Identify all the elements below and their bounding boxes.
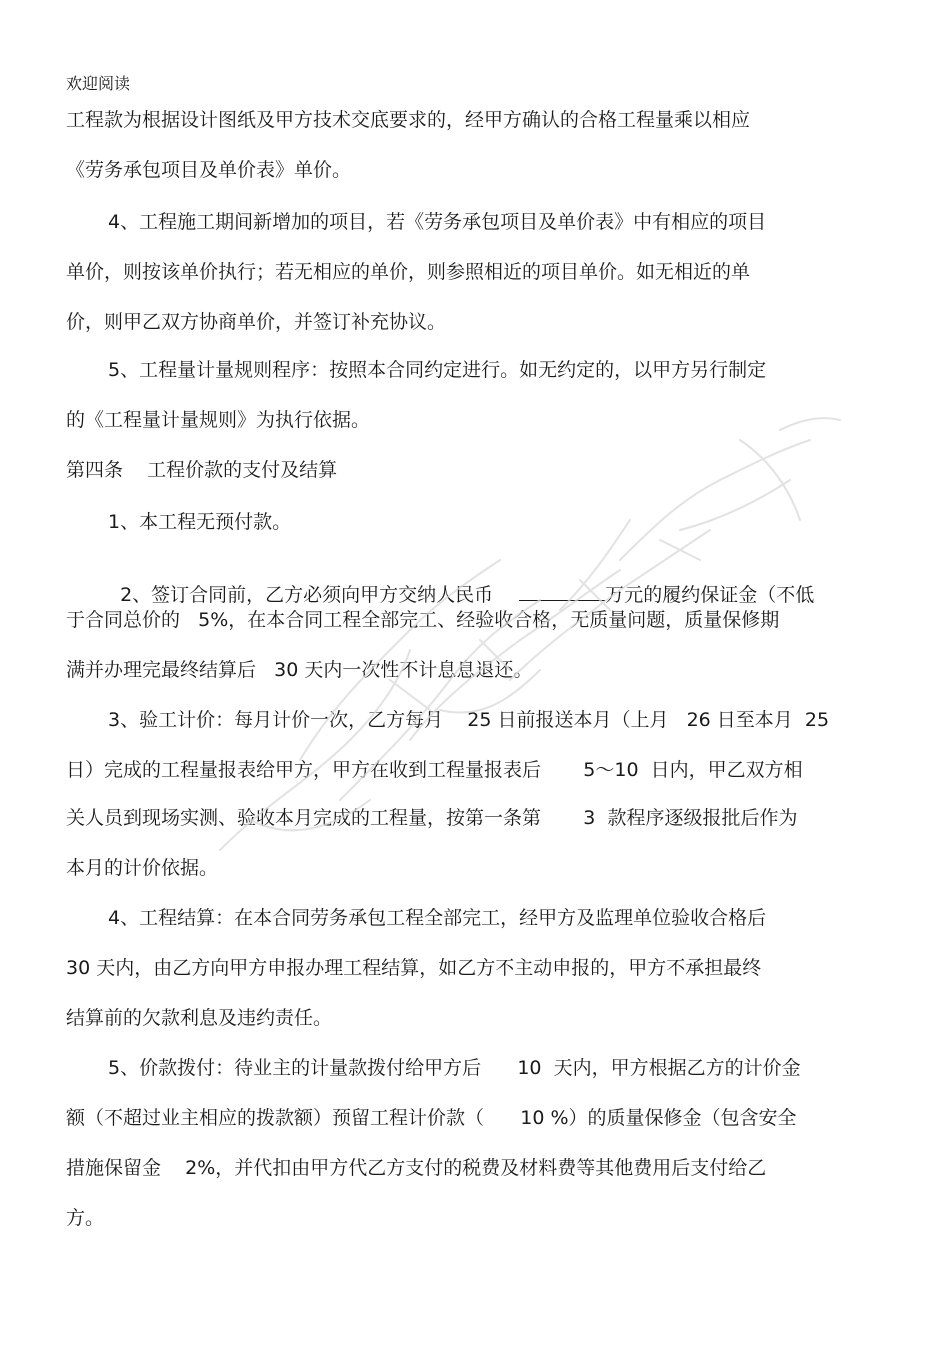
- text-line: 本月的计价依据。: [66, 857, 219, 879]
- text-line: 额（不超过业主相应的拨款额）预留工程计价款（ 10 %）的质量保修金（包含安全: [66, 1107, 797, 1129]
- text-line: 方。: [66, 1207, 105, 1229]
- text-line: 结算前的欠款利息及违约责任。: [66, 1007, 333, 1029]
- watermark-graphic: [180, 380, 880, 900]
- text-line: 4、工程施工期间新增加的项目，若《劳务承包项目及单价表》中有相应的项目: [108, 211, 767, 233]
- text-line: 日）完成的工程量报表给甲方，甲方在收到工程量报表后 5～10 日内，甲乙双方相: [66, 759, 803, 781]
- text-segment: 万元的履约保证金（不低: [605, 584, 815, 606]
- text-line: 4、工程结算：在本合同劳务承包工程全部完工，经甲方及监理单位验收合格后: [108, 907, 767, 929]
- text-line: 满并办理完最终结算后 30 天内一次性不计息息退还。: [66, 659, 533, 681]
- text-line: 措施保留金 2%，并代扣由甲方代乙方支付的税费及材料费等其他费用后支付给乙: [66, 1157, 767, 1179]
- text-line: 关人员到现场实测、验收本月完成的工程量，按第一条第 3 款程序逐级报批后作为: [66, 807, 798, 829]
- text-line: 的《工程量计量规则》为执行依据。: [66, 409, 371, 431]
- text-line: 《劳务承包项目及单价表》单价。: [66, 159, 352, 181]
- text-segment: 2、签订合同前，乙方必须向甲方交纳人民币: [120, 584, 494, 606]
- text-line: 工程款为根据设计图纸及甲方技术交底要求的，经甲方确认的合格工程量乘以相应: [66, 109, 751, 131]
- text-line: 5、工程量计量规则程序：按照本合同约定进行。如无约定的，以甲方另行制定: [108, 359, 767, 381]
- text-line: 5、价款拨付：待业主的计量款拨付给甲方后 10 天内，甲方根据乙方的计价金: [108, 1057, 801, 1079]
- text-line: 单价，则按该单价执行；若无相应的单价，则参照相近的项目单价。如无相近的单: [66, 261, 751, 283]
- section-heading: 第四条 工程价款的支付及结算: [66, 459, 338, 481]
- page-header: 欢迎阅读: [66, 74, 131, 93]
- text-line: 于合同总价的 5%，在本合同工程全部完工、经验收合格，无质量问题，质量保修期: [66, 609, 780, 631]
- text-line: 3、验工计价：每月计价一次，乙方每月 25 日前报送本月（上月 26 日至本月 25: [108, 709, 830, 731]
- text-line: 1、本工程无预付款。: [108, 511, 292, 533]
- text-line: 价，则甲乙双方协商单价，并签订补充协议。: [66, 311, 447, 333]
- text-line: 30 天内，由乙方向甲方申报办理工程结算，如乙方不主动申报的，甲方不承担最终: [66, 957, 762, 979]
